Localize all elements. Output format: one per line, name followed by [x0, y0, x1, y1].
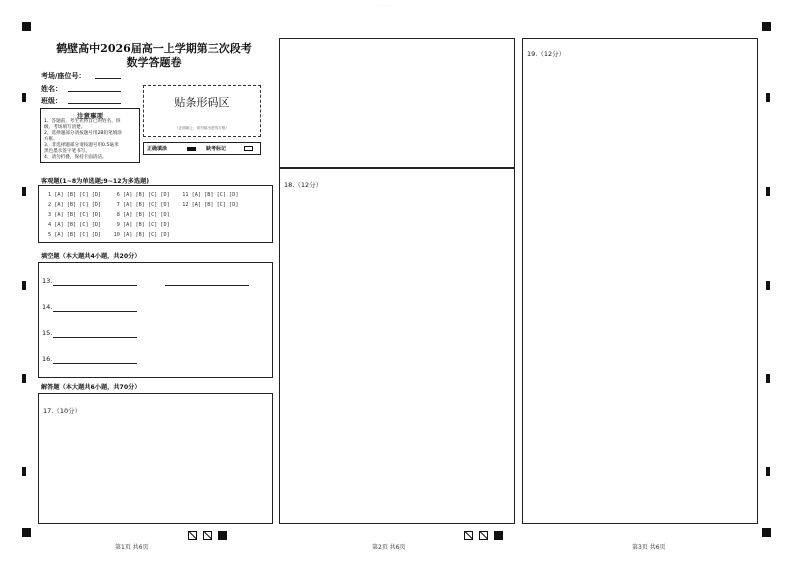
timing-mark — [22, 93, 26, 102]
answer-line-13a[interactable] — [53, 285, 137, 286]
corner-marker-top-left — [22, 22, 31, 31]
timing-mark — [766, 467, 770, 476]
name-field[interactable] — [68, 91, 121, 92]
notice-title: 注意事项 — [77, 112, 103, 120]
timing-mark — [22, 187, 26, 196]
fill-section-title: 填空题（本大题共4小题，共20分） — [41, 253, 141, 260]
page-number-3: 第3页 共6页 — [632, 544, 666, 551]
page-mark-filled — [494, 531, 503, 540]
timing-mark — [766, 374, 770, 383]
mc-section-title: 客观题(1~8为单选题;9~12为多选题) — [41, 178, 150, 185]
notice-box — [40, 108, 140, 163]
fill-answer-box — [38, 262, 273, 378]
q17-answer-box[interactable] — [38, 393, 273, 524]
answer-line-13b[interactable] — [165, 285, 249, 286]
mc-answer-box — [38, 185, 273, 243]
answer-line-15[interactable] — [53, 337, 137, 338]
absent-mark-checkbox[interactable] — [244, 146, 253, 151]
seat-number-field[interactable] — [95, 78, 121, 79]
page-mark-x-icon — [479, 531, 488, 540]
timing-mark — [766, 281, 770, 290]
fill-example-box — [143, 142, 261, 155]
mc-row[interactable]: 4 [A] [B] [C] [D] 9 [A] [B] [C] [D] — [48, 222, 170, 228]
exam-subtitle: 数学答题卷 — [126, 56, 182, 69]
fill-question-16: 16. — [42, 355, 53, 363]
q19-answer-box[interactable] — [522, 38, 758, 524]
q16-continuation-box[interactable] — [279, 38, 515, 168]
q18-label: 18.（12分） — [284, 181, 323, 189]
mc-row[interactable]: 2 [A] [B] [C] [D] 7 [A] [B] [C] [D] 12 [A] [B] [C] [D] — [48, 202, 239, 208]
correct-fill-sample — [187, 147, 196, 151]
notice-line: 级、考场填写清楚。 — [44, 125, 86, 130]
notice-line: 方框。 — [44, 137, 58, 142]
timing-mark — [22, 467, 26, 476]
class-label: 班级： — [41, 97, 62, 105]
fill-question-14: 14. — [42, 303, 53, 311]
timing-mark — [766, 187, 770, 196]
q18-answer-box[interactable] — [279, 168, 515, 524]
timing-mark — [22, 374, 26, 383]
corner-marker-top-right — [762, 22, 771, 31]
barcode-note: （正面朝上，切勿贴出虚线方框） — [175, 126, 229, 130]
mc-row[interactable]: 3 [A] [B] [C] [D] 8 [A] [B] [C] [D] — [48, 212, 170, 218]
timing-mark — [22, 281, 26, 290]
fill-question-13: 13. — [42, 277, 53, 285]
notice-line: 黑色墨水签字笔书写。 — [44, 149, 90, 154]
mc-row[interactable]: 5 [A] [B] [C] [D] 10 [A] [B] [C] [D] — [48, 232, 170, 238]
name-label: 姓名： — [41, 85, 62, 93]
barcode-area — [143, 85, 261, 137]
exam-title: 鹤壁高中2026届高一上学期第三次段考 — [56, 42, 252, 55]
absent-mark-label: 缺考标记 — [206, 146, 227, 152]
seat-number-label: 考场/座位号： — [41, 72, 86, 80]
page-mark-x-icon — [464, 531, 473, 540]
page-number-2: 第2页 共6页 — [372, 544, 406, 551]
q17-label: 17.（10分） — [43, 407, 82, 415]
notice-line: 3、非选择题部分请按题号用0.5毫米 — [44, 143, 119, 148]
timing-mark — [766, 93, 770, 102]
page-number-1: 第1页 共6页 — [115, 544, 149, 551]
fill-question-15: 15. — [42, 329, 53, 337]
mc-row[interactable]: 1 [A] [B] [C] [D] 6 [A] [B] [C] [D] 11 [A] [B] [C] [D] — [48, 192, 239, 198]
page-mark-x-icon — [188, 531, 197, 540]
page-mark-x-icon — [203, 531, 212, 540]
header-tiny-text: ··· ··· ··· ··· — [378, 3, 393, 7]
q19-label: 19.（12分） — [527, 50, 566, 58]
corner-marker-bottom-right — [762, 528, 771, 537]
page-mark-filled — [218, 531, 227, 540]
class-field[interactable] — [68, 103, 121, 104]
answer-line-16[interactable] — [53, 363, 137, 364]
solve-section-title: 解答题（本大题共6小题，共70分） — [41, 384, 141, 391]
notice-line: 2、选择题部分请按题号用2B铅笔填涂 — [44, 131, 122, 136]
correct-fill-label: 正确填涂 — [147, 146, 168, 152]
notice-line: 1、答题前，考生先将自己的姓名、班 — [44, 119, 121, 124]
barcode-label: 贴条形码区 — [174, 96, 230, 109]
notice-line: 4、请勿折叠，保持卡面清洁。 — [44, 155, 107, 160]
corner-marker-bottom-left — [22, 528, 31, 537]
answer-line-14[interactable] — [53, 311, 137, 312]
